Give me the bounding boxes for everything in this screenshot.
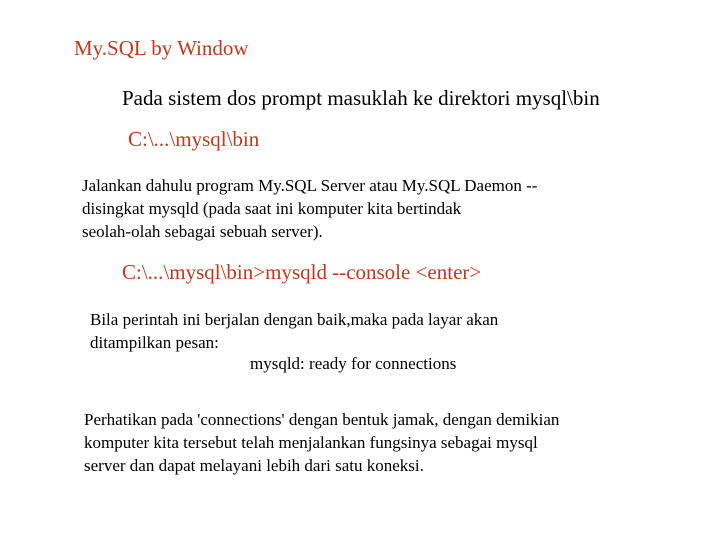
paragraph-line: Bila perintah ini berjalan dengan baik,maka pada layar akan <box>90 310 499 329</box>
paragraph-run-server <box>82 174 537 243</box>
paragraph-line: Jalankan dahulu program My.SQL Server atau My.SQL Daemon -- <box>82 176 538 195</box>
ready-message: mysqld: ready for connections <box>250 354 457 373</box>
paragraph-line: seolah-olah sebagai sebuah server). <box>82 222 323 241</box>
intro-text: Pada sistem dos prompt masuklah ke direktori mysql\bin <box>122 86 600 110</box>
slide-title: My.SQL by Window <box>74 36 249 60</box>
directory-path: C:\...\mysql\bin <box>128 127 260 151</box>
paragraph-line: ditampilkan pesan: <box>90 333 219 352</box>
paragraph-line: disingkat mysqld (pada saat ini komputer kita bertindak <box>82 199 462 218</box>
console-command: C:\...\mysql\bin>mysqld --console <enter> <box>122 260 482 284</box>
paragraph-line: Perhatikan pada 'connections' dengan bentuk jamak, dengan demikian <box>84 410 560 429</box>
paragraph-line: komputer kita tersebut telah menjalankan fungsinya sebagai mysql <box>84 433 538 452</box>
paragraph-line: server dan dapat melayani lebih dari satu koneksi. <box>84 456 424 475</box>
paragraph-success <box>90 308 498 354</box>
paragraph-connections <box>84 408 559 477</box>
